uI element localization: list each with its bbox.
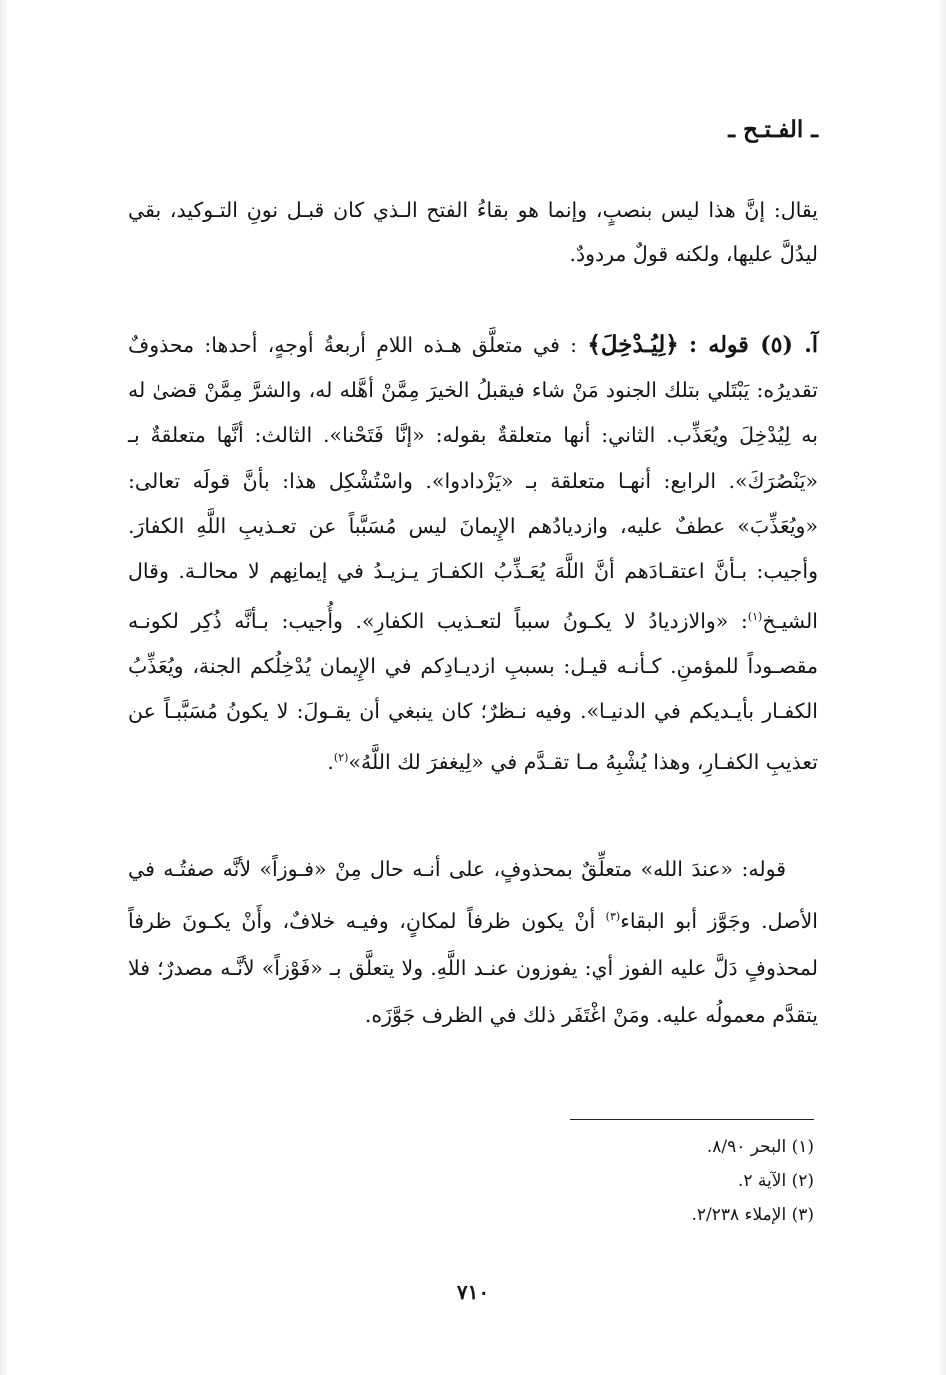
footnote-divider [570, 1119, 814, 1120]
paragraph-inda-allah-text-a: قوله: «عندَ الله» متعلِّقٌ بمحذوفٍ، على أنـه حال مِنْ «فـوزاً» لأنَّه صفتُـه في الأصل. وجَوَّز أبو البقاء [128, 857, 818, 933]
paragraph-intro [128, 188, 818, 276]
footnote-2: (٢) الآية ٢. [737, 1171, 814, 1191]
paragraph-verse-5-text-a: : في متعلَّق هـذه اللامِ أربعةُ أوجهٍ، أحدها: محذوفٌ تقديرُه: يَبْتَلي بتلك الجنود مَنْ شاء فيقبلُ الخيرَ مِمَّنْ أهَّله له، والشرَّ مِمَّنْ قضىٰ له به لِيُدْخِلَ ويُعَذِّب. الثاني: أنها متعلقةٌ بقوله: «إنَّا فَتَحْنا». الثالث: أنَّها متعلقةٌ بـ «يَنْصُرَكَ». الرابع: أنهـا متعلقة بـ «يَزْدادوا». واسْتُشْكِل هذا: بأنَّ قولَه تعالى: «ويُعَذِّبَ» عطفٌ عليه، وازديادُهم الإِيمانَ ليس مُسَبَّباً عن تعـذيبِ اللَّهِ الكفارَ. وأجيب: بـأنَّ اعتقـادَهم أنَّ اللَّهَ يُعَـذِّبُ الكفـارَ يـزيـدُ في إيمانِهم لا محالـة. وقال الشيـخ [128, 333, 818, 634]
footnote-3: (٣) الإملاء ٢/٢٣٨. [691, 1205, 814, 1225]
scan-edge-right [938, 0, 946, 1375]
footnotes [514, 1130, 814, 1232]
surah-header: ـ الفـتـح ـ [728, 116, 818, 143]
paragraph-verse-5 [128, 322, 818, 785]
quran-word: ﴿لِيُـدْخِلَ﴾ [587, 331, 679, 358]
verse-marker: آ. (٥) قوله : [688, 332, 818, 358]
paragraph-intro-text: يقال: إنَّ هذا ليس بنصبٍ، وإنما هو بقاءُ الفتح الـذي كان قبـل نونِ التـوكيد، بقي ليدُلَّ عليها، ولكنه قولٌ مردودٌ. [128, 198, 818, 266]
footnote-ref-2: (٢) [333, 750, 349, 764]
paragraph-verse-5-end: . [327, 749, 334, 774]
paragraph-verse-5-text-b: : «والازديادُ لا يكـونُ سبباً لتعـذيب الكفارِ». وأُجيب: بـأنَّه ذُكِر لكونـه مقصـوداً للمؤمنِ. كـأنـه قيـل: بسببِ ازديـادِكم في الإِيمان يُدْخِلُكم الجنة، ويُعَذِّبُ الكفـار بأيـديكم في الدنيـا». وفيه نـظرٌ؛ كان ينبغي أن يقـولَ: لا يكونُ مُسَبَّبـاً عن تعذيبِ الكفـارِ، وهذا يُشْبِهُ مـا تقـدَّم في «لِيغفرَ لك اللَّهُ» [128, 609, 818, 774]
paragraph-inda-allah [128, 846, 818, 1039]
paragraph-inda-allah-text-b: أنْ يكون ظرفاً لمكانٍ، وفيـه خلافٌ، وأَنْ يكـونَ ظرفاً لمحذوفٍ دَلَّ عليه الفوز أي: يفوزون عنـد اللَّهِ. ولا يتعلَّق بـ «فَوْزاً» لأنَّـه مصدرٌ؛ فلا يتقدَّم معمولُه عليه. ومَنْ اغْتَفَر ذلك في الظرف جَوَّزَه. [128, 908, 818, 1027]
footnote-1: (١) البحر ٨/٩٠. [706, 1137, 814, 1157]
scan-edge-left [0, 0, 10, 1375]
footnote-ref-3: (٣) [605, 910, 621, 923]
footnote-ref-1: (١) [747, 610, 763, 624]
page-number: ٧١٠ [456, 1280, 490, 1304]
